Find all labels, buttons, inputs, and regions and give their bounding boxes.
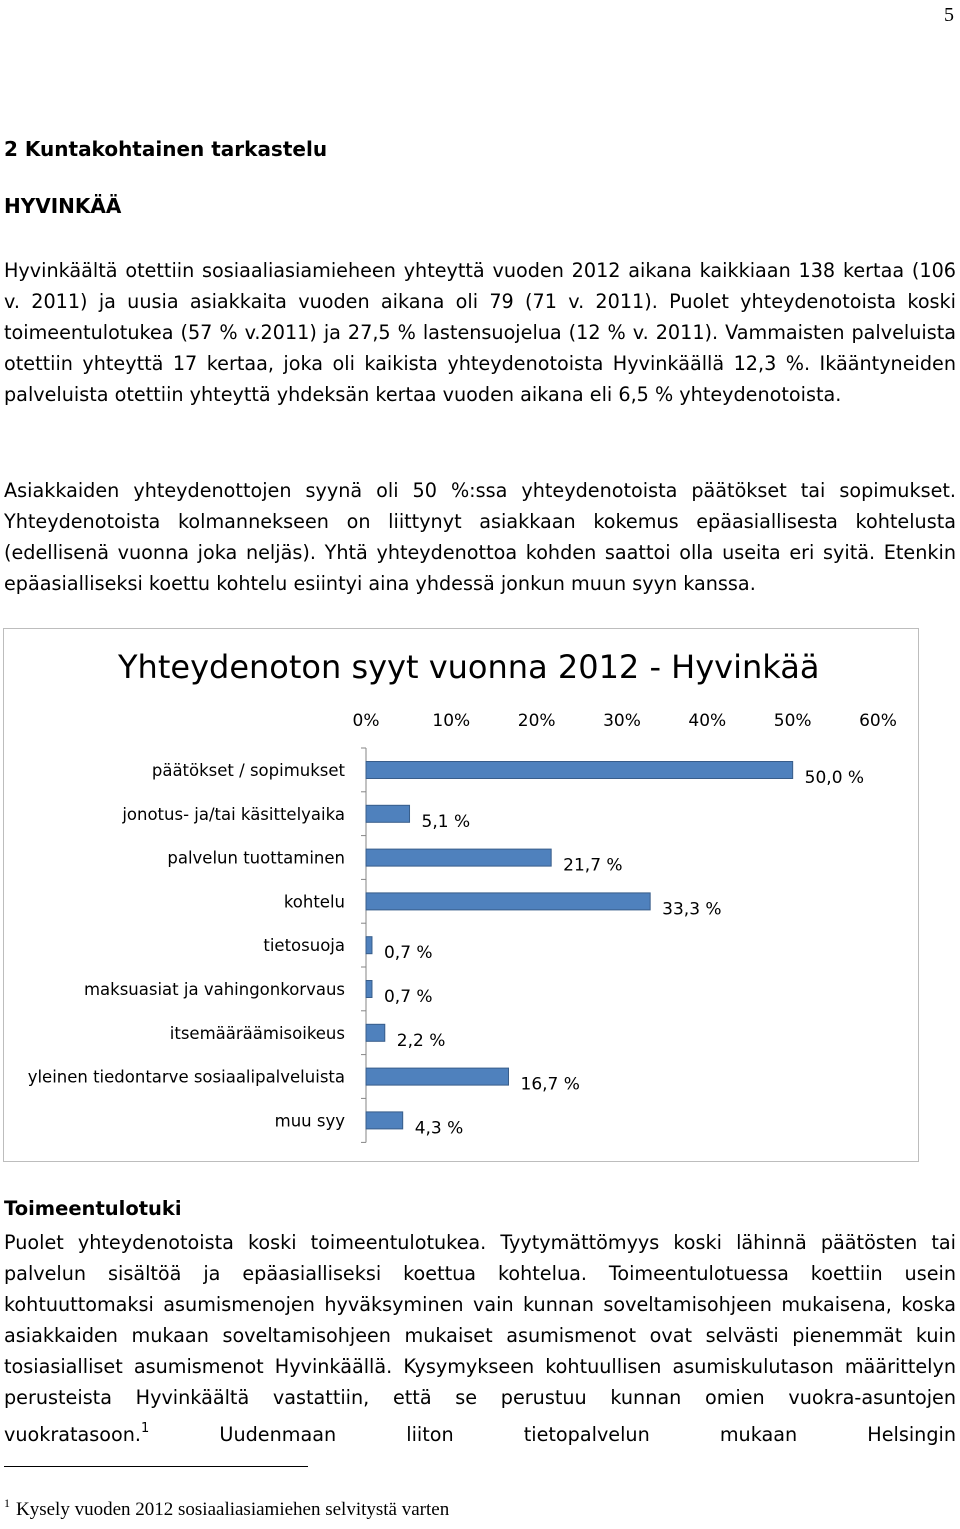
value-label: 50,0 % <box>804 768 865 788</box>
footnote <box>4 1496 449 1521</box>
x-tick-label: 60% <box>859 711 897 731</box>
value-label: 5,1 % <box>421 811 471 832</box>
x-tick-label: 40% <box>688 711 727 731</box>
footnote-divider <box>4 1466 308 1467</box>
bar <box>366 981 372 998</box>
value-label: 21,7 % <box>563 855 623 876</box>
value-label: 0,7 % <box>383 987 433 1007</box>
value-label: 2,2 % <box>396 1030 446 1051</box>
category-label: muu syy <box>274 1111 345 1131</box>
category-label: itsemääräämisoikeus <box>169 1023 345 1043</box>
category-label: maksuasiat ja vahingonkorvaus <box>83 980 345 999</box>
page-number: 5 <box>944 4 954 26</box>
chart-title: Yhteydenoton syyt vuonna 2012 - Hyvinkää <box>118 648 820 686</box>
income-support-text: Puolet yhteydenotoista koski toimeentulotukea. Tyytymättömyys koski lähinnä päätösten tai palvelun sisältöä ja epäasialliseksi koettua kohtelua. Toimeentulotuessa koettiin usein kohtuuttomaksi asumismenojen hyväksyminen vain kunnan soveltamisohjeen mukaisena, koska asiakkaiden mukaan soveltamisohjeen mukaiset asumismenot ovat selvästi pienemmät kuin tosiasialliset asumismenot Hyvinkäällä. Kysymykseen kohtuullisen asumiskulutason määrittelyn perusteista Hyvinkäältä vastattiin, että se perustuu kunnan omien vuokra-asuntojen vuokratasoon. <box>4 1231 956 1446</box>
category-label: yleinen tiedontarve sosiaalipalveluista <box>27 1067 345 1087</box>
value-label: 33,3 % <box>662 899 722 920</box>
category-label: tietosuoja <box>263 936 345 956</box>
bar <box>366 805 410 822</box>
footnote-reference[interactable]: 1 <box>141 1421 150 1436</box>
x-tick-label: 50% <box>773 711 812 731</box>
bar <box>366 1068 509 1085</box>
bar <box>366 849 551 866</box>
category-label: palvelun tuottaminen <box>167 848 345 868</box>
municipality-heading: HYVINKÄÄ <box>4 194 122 218</box>
bar <box>366 762 793 779</box>
income-support-text-continued: Uudenmaan liiton tietopalvelun mukaan Helsingin <box>149 1423 956 1446</box>
intro-paragraph: Hyvinkäältä otettiin sosiaaliasiamieheen yhteyttä vuoden 2012 aikana kaikkiaan 138 kertaa (106 v. 2011) ja uusia asiakkaita vuoden aikana oli 79 (71 v. 2011). Puolet yhteydenotoista koski toimeentulotukea (57 % v.2011) ja 27,5 % lastensuojelua (12 % v. 2011). Vammaisten palveluista otettiin yhteyttä 17 kertaa, joka oli kaikista yhteydenotoista Hyvinkäällä 12,3 %. Ikääntyneiden palveluista otettiin yhteyttä yhdeksän kertaa vuoden aikana eli 6,5 % yhteydenotoista. <box>4 259 956 406</box>
subheading-toimeentulotuki: Toimeentulotuki <box>4 1197 182 1220</box>
footnote-text: Kysely vuoden 2012 sosiaaliasiamiehen selvitystä varten <box>16 1499 450 1520</box>
bar <box>366 1024 385 1041</box>
income-support-paragraph <box>4 1227 956 1450</box>
bar <box>366 1112 403 1129</box>
x-tick-label: 10% <box>432 711 471 731</box>
category-label: kohtelu <box>283 892 345 912</box>
x-tick-label: 30% <box>603 711 641 731</box>
bar <box>366 937 372 954</box>
category-label: päätökset / sopimukset <box>151 761 345 780</box>
value-label: 4,3 % <box>414 1118 464 1139</box>
value-label: 0,7 % <box>383 943 433 964</box>
x-tick-label: 0% <box>352 711 380 731</box>
footnote-number: 1 <box>4 1496 10 1510</box>
x-tick-label: 20% <box>517 711 556 731</box>
value-label: 16,7 % <box>520 1074 580 1095</box>
reasons-paragraph: Asiakkaiden yhteydenottojen syynä oli 50 %:ssa yhteydenotoista päätökset tai sopimukset. Yhteydenotoista kolmannekseen on liittynyt asiakkaan kokemus epäasiallisesta kohtelusta (edellisenä vuonna joka neljäs). Yhtä yhteydenottoa kohden saattoi olla useita eri syitä. Etenkin epäasialliseksi koettu kohtelu esiintyi aina yhdessä jonkun muun syyn kanssa. <box>4 479 956 595</box>
section-heading: 2 Kuntakohtainen tarkastelu <box>4 137 328 161</box>
bar <box>366 893 650 910</box>
category-label: jonotus- ja/tai käsittelyaika <box>122 804 345 824</box>
